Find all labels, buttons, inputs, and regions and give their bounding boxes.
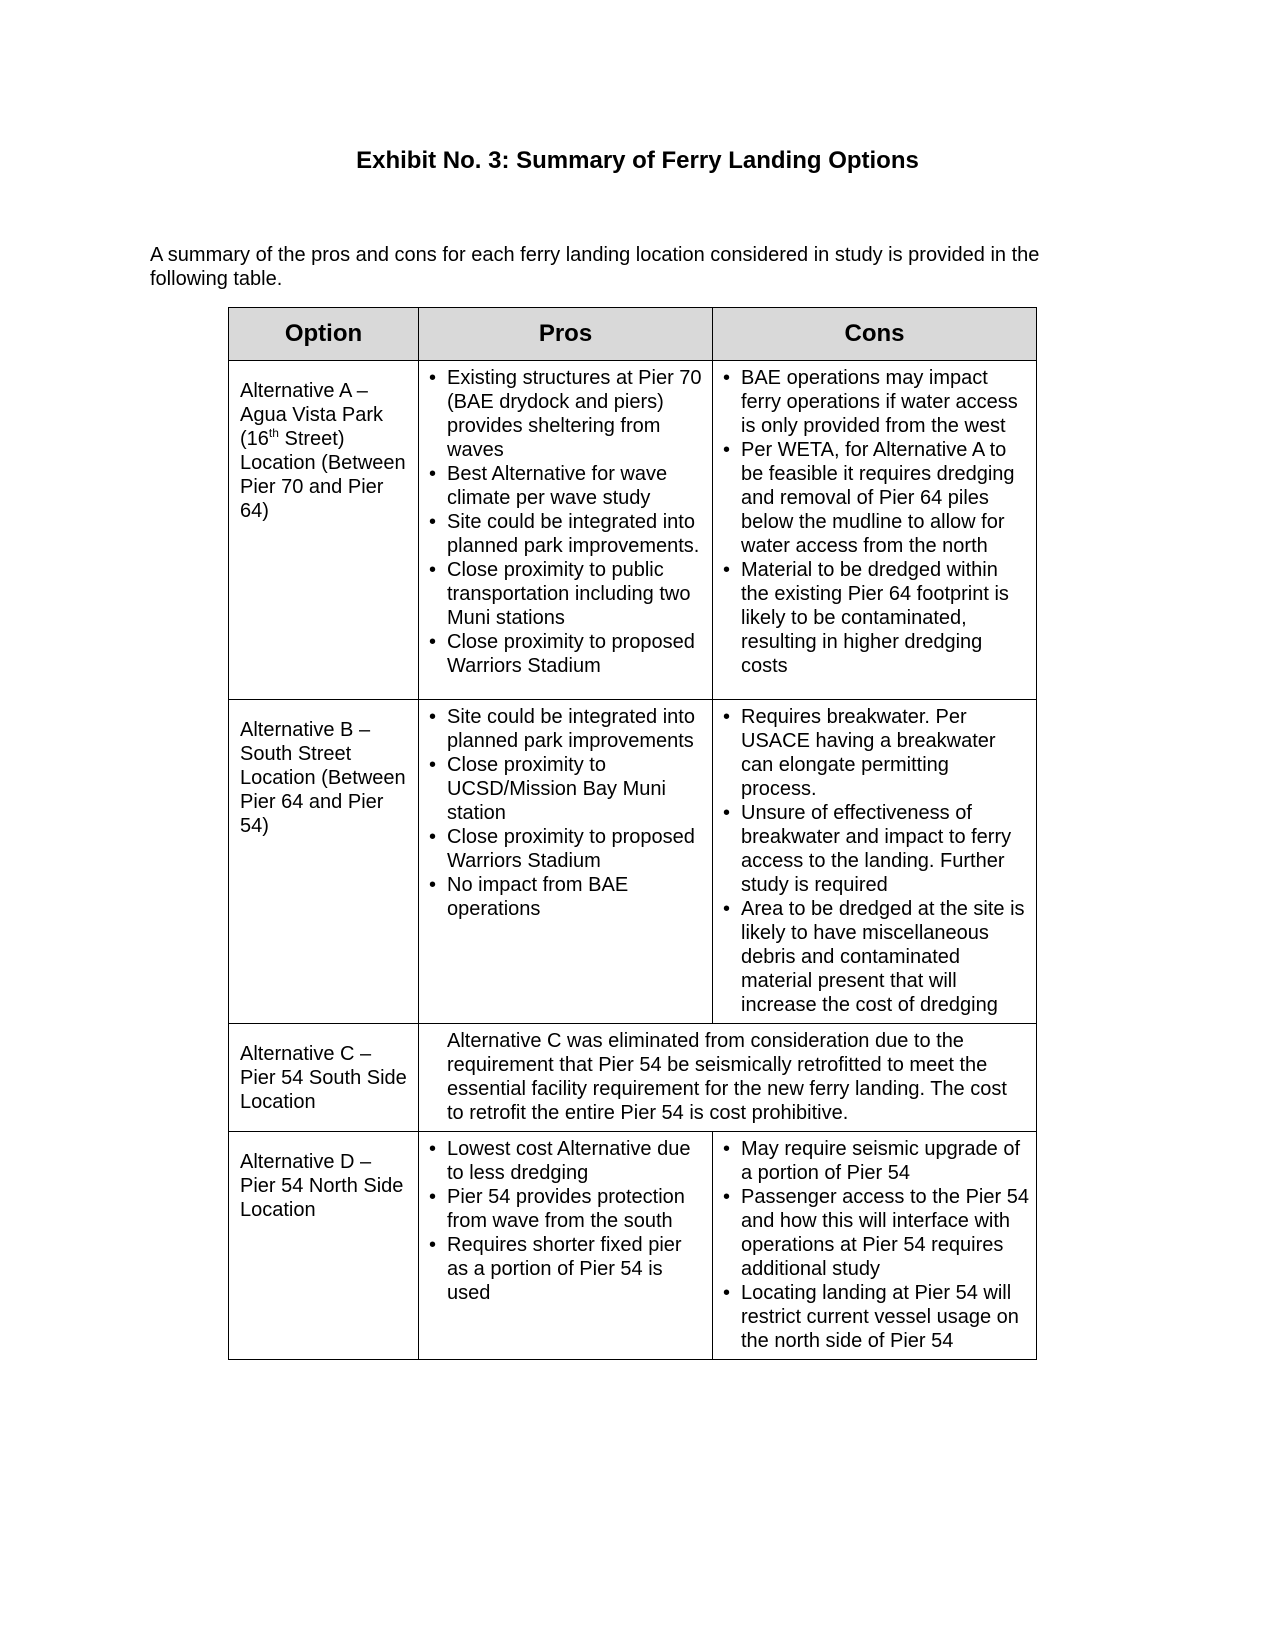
list-item: • Per WETA, for Alternative A to be feasible it requires dredging and removal of Pier 64 piles below the mudline to allow for water access from the north (719, 438, 1030, 558)
list-item: • Close proximity to proposed Warriors Stadium (425, 630, 706, 678)
header-option: Option (229, 308, 419, 361)
table-row (229, 1132, 1037, 1360)
list-item: • Existing structures at Pier 70 (BAE drydock and piers) provides sheltering from waves (425, 366, 706, 462)
cons-cell (713, 700, 1037, 1024)
list-item: • Lowest cost Alternative due to less dredging (425, 1137, 706, 1185)
list-item: • No impact from BAE operations (425, 873, 706, 921)
cons-cell (713, 1132, 1037, 1360)
list-item: • Requires breakwater. Per USACE having a breakwater can elongate permitting process. (719, 705, 1030, 801)
list-item: • Locating landing at Pier 54 will restrict current vessel usage on the north side of Pier 54 (719, 1281, 1030, 1353)
list-item: • Area to be dredged at the site is likely to have miscellaneous debris and contaminated material present that will increase the cost of dredging (719, 897, 1030, 1017)
option-cell: Alternative A – Agua Vista Park (16th Street) Location (Between Pier 70 and Pier 64) (229, 361, 419, 700)
list-item: • BAE operations may impact ferry operations if water access is only provided from the west (719, 366, 1030, 438)
list-item: • May require seismic upgrade of a portion of Pier 54 (719, 1137, 1030, 1185)
table-row (229, 700, 1037, 1024)
list-item: • Best Alternative for wave climate per wave study (425, 462, 706, 510)
cons-cell (713, 361, 1037, 700)
list-item: • Unsure of effectiveness of breakwater and impact to ferry access to the landing. Further study is required (719, 801, 1030, 897)
ferry-options-table (228, 307, 1037, 1360)
header-pros: Pros (419, 308, 713, 361)
list-item: • Passenger access to the Pier 54 and how this will interface with operations at Pier 54 requires additional study (719, 1185, 1030, 1281)
list-item: • Material to be dredged within the existing Pier 64 footprint is likely to be contaminated, resulting in higher dredging costs (719, 558, 1030, 678)
pros-cell (419, 700, 713, 1024)
pros-cell (419, 361, 713, 700)
table-row (229, 1024, 1037, 1132)
list-item: • Site could be integrated into planned park improvements. (425, 510, 706, 558)
elimination-note: Alternative C was eliminated from consideration due to the requirement that Pier 54 be seismically retrofitted to meet the essential facility requirement for the new ferry landing. The cost to retrofit the entire Pier 54 is cost prohibitive. (419, 1024, 1037, 1132)
header-cons: Cons (713, 308, 1037, 361)
pros-cell (419, 1132, 713, 1360)
table-header-row (229, 308, 1037, 361)
list-item: • Requires shorter fixed pier as a portion of Pier 54 is used (425, 1233, 706, 1305)
list-item: • Close proximity to proposed Warriors Stadium (425, 825, 706, 873)
option-cell: Alternative C – Pier 54 South Side Location (229, 1024, 419, 1132)
list-item: • Close proximity to public transportation including two Muni stations (425, 558, 706, 630)
list-item: • Site could be integrated into planned park improvements (425, 705, 706, 753)
list-item: • Close proximity to UCSD/Mission Bay Muni station (425, 753, 706, 825)
intro-paragraph: A summary of the pros and cons for each ferry landing location considered in study is provided in the following table. (150, 244, 1040, 290)
option-cell: Alternative B – South Street Location (Between Pier 64 and Pier 54) (229, 700, 419, 1024)
page-title: Exhibit No. 3: Summary of Ferry Landing Options (356, 147, 919, 174)
option-cell: Alternative D – Pier 54 North Side Location (229, 1132, 419, 1360)
list-item: • Pier 54 provides protection from wave from the south (425, 1185, 706, 1233)
table-row (229, 361, 1037, 700)
